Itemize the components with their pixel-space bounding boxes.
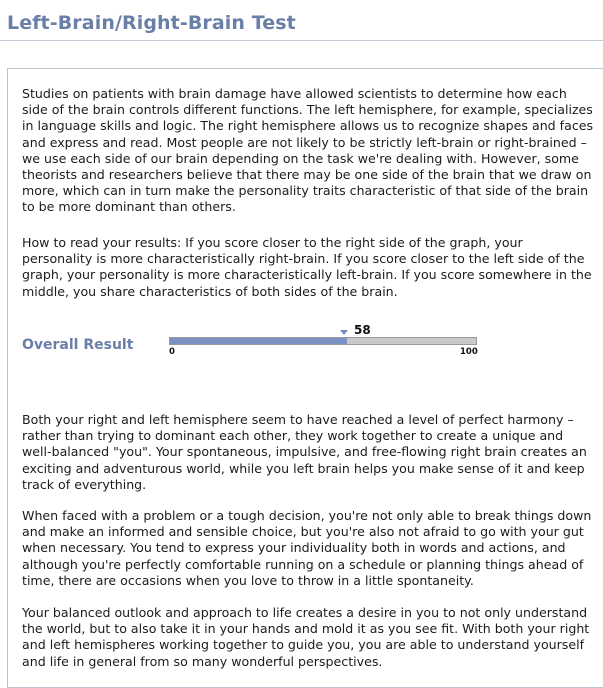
how-to-read-paragraph: How to read your results: If you score closer to the right side of the graph, your personality is more characteristically right-brain. If you score closer to the left side of the graph, your personality is more characteristically left-brain. If you score somewhere in the middle, you share characteristics of both sides of the brain. bbox=[22, 235, 592, 299]
overall-result-label: Overall Result bbox=[22, 337, 134, 353]
scale-max-label: 100 bbox=[460, 347, 478, 357]
analysis-paragraph-outlook: Your balanced outlook and approach to life creates a desire in you to not only understand the world, but to also take it in your hands and mold it as you see fit. With both your right and left hemispheres working together to guide you, you are able to understand yourself and life in general from so many wonderful perspectives. bbox=[22, 605, 590, 669]
scale-min-label: 0 bbox=[169, 347, 175, 357]
triangle-down-icon bbox=[340, 330, 348, 335]
title-divider bbox=[0, 40, 603, 41]
analysis-paragraph-decisions: When faced with a problem or a tough decision, you're not only able to break things down and make an informed and sensible choice, but you're also not afraid to go with your gut when necessary. You tend to express your individuality both in words and actions, and although you're perfectly comfortable running on a schedule or planning things ahead of time, there are occasions when you love to throw in a little spontaneity. bbox=[22, 508, 592, 588]
intro-paragraph: Studies on patients with brain damage have allowed scientists to determine how each side of the brain controls different functions. The left hemisphere, for example, specializes in language skills and logic. The right hemisphere allows us to recognize shapes and faces and express and read. Most people are not likely to be strictly left-brain or right-brained – we use each side of our brain depending on the task we're dealing with. However, some theorists and researchers believe that there may be one side of the brain that we draw on more, which can in turn make the personality traits characteristic of that side of the brain to be more dominant than others. bbox=[22, 86, 594, 215]
page-title: Left-Brain/Right-Brain Test bbox=[7, 12, 296, 34]
result-bar-fill bbox=[170, 338, 347, 344]
analysis-paragraph-harmony: Both your right and left hemisphere seem to have reached a level of perfect harmony – rather than trying to dominant each other, they work together to create a unique and well-balanced "you". Your spontaneous, impulsive, and free-flowing right brain creates an exciting and adventurous world, while you left brain helps you make sense of it and keep track of everything. bbox=[22, 412, 587, 492]
score-value: 58 bbox=[354, 323, 371, 337]
result-bar-track bbox=[169, 337, 477, 345]
